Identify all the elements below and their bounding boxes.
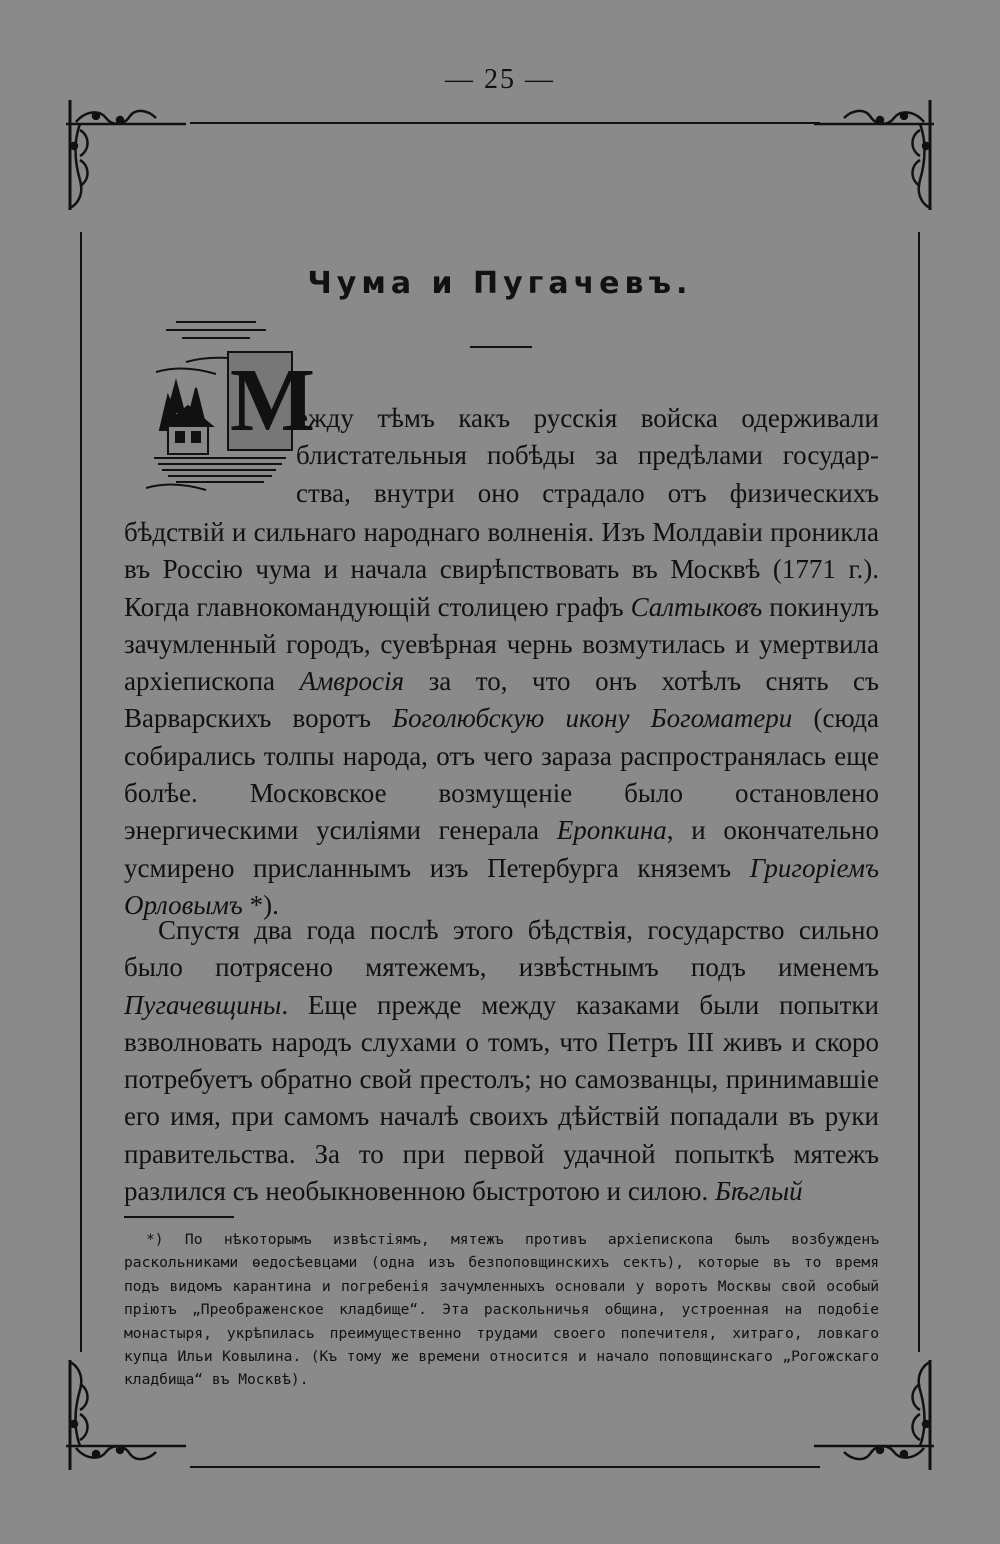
- paragraph-pugachev: [124, 912, 879, 1210]
- person-name-amvrosiy: Амвросія: [299, 666, 405, 697]
- text-segment: . Еще прежде между казаками были попытки взволновать народъ слухами о томъ, что Петръ III живъ и скоро потребуетъ обратно свой престолъ; но самозванцы, принимавшіе его имя, при самомъ началѣ своихъ дѣйствій попадали въ руки правительства. За то при первой удачной попыткѣ мятежъ разлился съ необыкновенною быстротою и силою.: [124, 989, 879, 1207]
- opening-line: ежду тѣмъ какъ русскія войска одерживали: [296, 403, 879, 433]
- frame-left-rule: [80, 232, 82, 1352]
- text-segment: за то, что онъ хотѣлъ снять съ Варварскихъ воротъ: [124, 666, 880, 734]
- title-rule: [470, 346, 532, 348]
- frame-bottom-rule: [190, 1466, 820, 1468]
- frame-right-rule: [918, 232, 920, 1352]
- text-segment: покинулъ зачумленный городъ, суевѣрная чернь возмутилась и умертвила архіепископа: [124, 591, 879, 697]
- text-segment: бѣдствій и сильнаго народнаго волненія. Изъ Молдавіи проникла въ Россію чума и начала свирѣпствовать въ Москвѣ (1771 г.). Когда главнокомандующій столицею графъ: [124, 517, 879, 622]
- text-segment: (сюда собирались толпы народа, отъ чего зараза распространялась еще болѣе. Московское возмущеніе было остановлено энергическими усиліями генерала: [124, 703, 879, 846]
- term-begly: Бѣглый: [714, 1176, 803, 1207]
- page-number: — 25 —: [445, 64, 555, 95]
- chapter-title: Чума и Пугачевъ.: [307, 266, 693, 301]
- footnote-rule: [124, 1216, 234, 1218]
- person-name-eropkin: Еропкина: [556, 815, 667, 846]
- term-pugachevshchina: Пугачевщины: [124, 989, 282, 1020]
- ornament-corner-top-right: [814, 100, 934, 210]
- icon-name-bogolyubskaya: Боголюбскую икону Богоматери: [392, 703, 793, 734]
- drop-cap-letter: М: [230, 351, 315, 450]
- person-name-saltykov: Салтыковъ: [630, 591, 763, 622]
- person-name-orlov: Григоріемъ Орловымъ: [124, 852, 879, 920]
- footnote: *) По нѣкоторымъ извѣстіямъ, мятежъ противъ архіепископа былъ возбужденъ раскольниками ѳедосѣевцами (одна изъ безпоповщинскихъ сектъ), которые въ то время подъ видомъ карантина и погребенія зачумленныхъ основали у воротъ Москвы свой особый пріютъ „Преображенское кладбище“. Эта раскольничья община, устроенная на подобіе монастыря, укрѣпилась преимущественно трудами своего попечителя, хитраго, ловкаго купца Ильи Ковылина. (Къ тому же времени относится и начало поповщинскаго „Рогожскаго кладбища“ въ Москвѣ).: [124, 1231, 879, 1389]
- text-segment: *).: [242, 889, 279, 920]
- opening-line: блистательныя побѣды за предѣлами государ-: [296, 440, 879, 471]
- text-segment: Спустя два года послѣ этого бѣдствія, государство сильно было потрясено мятежемъ, извѣстнымъ подъ именемъ: [124, 915, 879, 983]
- opening-line: ства, внутри оно страдало отъ физическихъ: [296, 477, 879, 508]
- opening-lines: [124, 400, 879, 512]
- frame-top-rule: [190, 122, 820, 124]
- text-segment: , и окончательно усмирено присланнымъ изъ Петербурга княземъ: [124, 815, 880, 883]
- paragraph-plague: [124, 514, 879, 924]
- ornament-corner-top-left: [66, 100, 186, 210]
